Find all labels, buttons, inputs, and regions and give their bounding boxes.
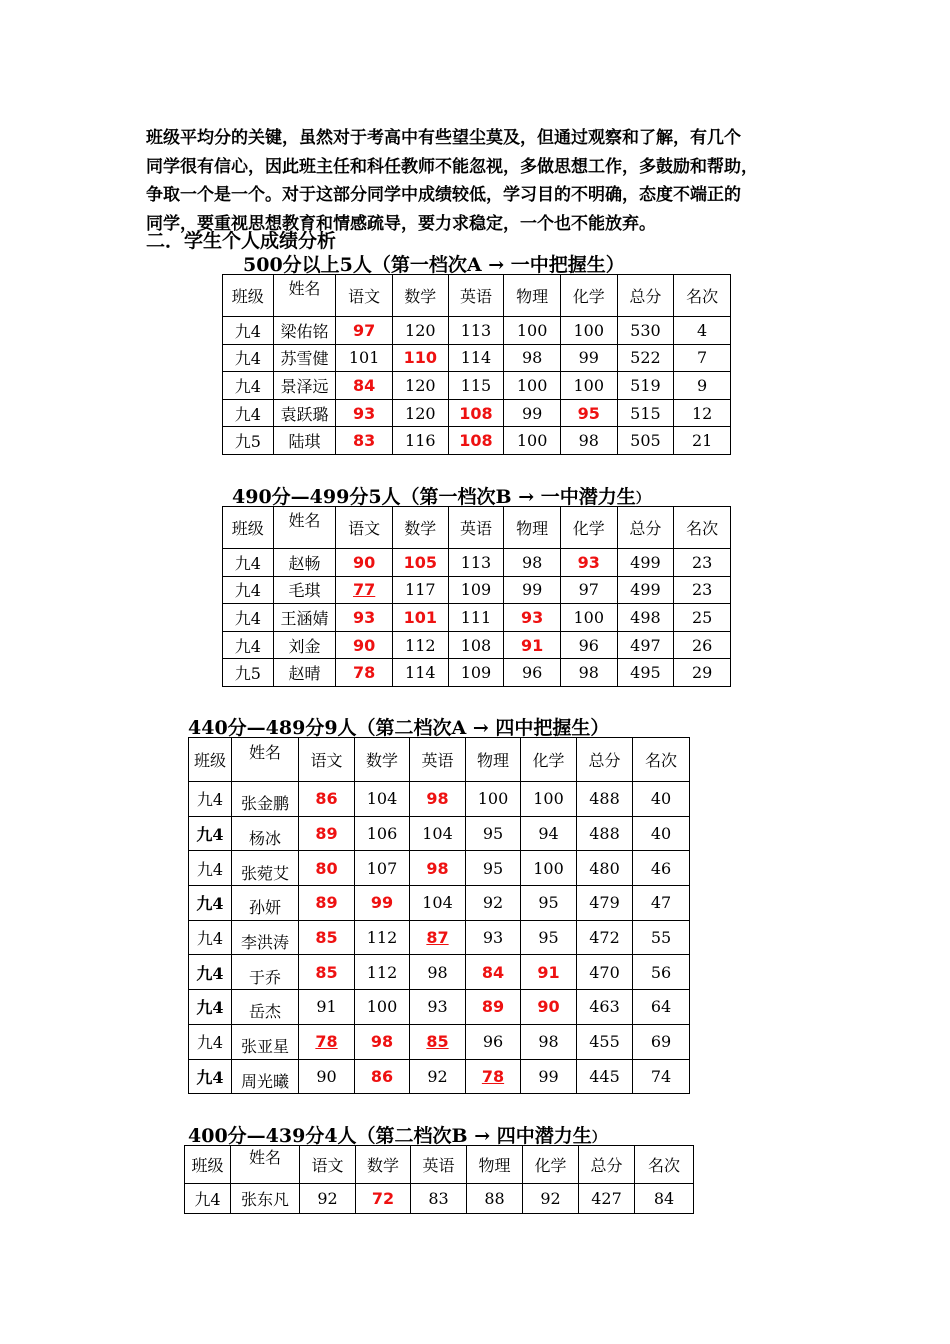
header-english: 英语 [410, 738, 466, 782]
header-total: 总分 [579, 1146, 635, 1184]
cell-wl: 98 [504, 549, 561, 577]
cell-wl: 96 [504, 659, 561, 687]
table-caption-tier-2b [188, 1121, 606, 1148]
cell-zf: 495 [617, 659, 674, 687]
cell-wl: 95 [466, 851, 521, 886]
header-name: 姓名 [232, 738, 299, 782]
table-row [189, 782, 690, 817]
paragraph-line: 同学，要重视思想教育和情感疏导，要力求稳定，一个也不能放弃。 [146, 213, 656, 234]
table-caption-tier-1b [232, 482, 650, 509]
cell-mc: 64 [633, 990, 690, 1025]
cell-name: 张菀艾 [232, 851, 299, 886]
cell-wl: 91 [504, 631, 561, 659]
cell-sx: 120 [392, 317, 448, 345]
header-class: 班级 [223, 507, 274, 549]
cell-yy: 108 [448, 631, 504, 659]
cell-cls: 九4 [189, 886, 232, 921]
cell-zf: 498 [617, 604, 674, 632]
cell-yy: 115 [448, 372, 504, 400]
table-row [189, 1024, 690, 1059]
cell-zf: 488 [577, 816, 633, 851]
header-total: 总分 [617, 275, 674, 317]
cell-name: 于乔 [232, 955, 299, 990]
cell-hx: 100 [521, 851, 577, 886]
cell-mc: 46 [633, 851, 690, 886]
cell-sx: 104 [355, 782, 410, 817]
cell-name: 王涵婧 [273, 604, 336, 632]
table-row [223, 399, 731, 427]
cell-hx: 90 [521, 990, 577, 1025]
grades-table-tier-1a [222, 274, 731, 455]
table-caption-tier-1a: 500分以上5人（第一档次A → 一中把握生） [243, 254, 625, 276]
header-math: 数学 [356, 1146, 411, 1184]
cell-yy: 98 [410, 955, 466, 990]
cell-yw: 90 [336, 549, 393, 577]
caption-text: 400分—439分4人（第二档次B → 四中潜力生 [188, 1125, 592, 1147]
table-row [223, 317, 731, 345]
cell-wl: 96 [466, 1024, 521, 1059]
table-row [189, 1059, 690, 1094]
cell-wl: 89 [466, 990, 521, 1025]
header-physics: 物理 [467, 1146, 523, 1184]
cell-zf: 515 [617, 399, 674, 427]
table-row [189, 886, 690, 921]
cell-mc: 26 [674, 631, 731, 659]
cell-cls: 九4 [189, 990, 232, 1025]
cell-mc: 7 [674, 344, 731, 372]
header-name: 姓名 [273, 507, 336, 549]
cell-mc: 74 [633, 1059, 690, 1094]
cell-zf: 488 [577, 782, 633, 817]
cell-name: 袁跃璐 [273, 399, 336, 427]
cell-yw: 84 [336, 372, 393, 400]
cell-name: 杨冰 [232, 816, 299, 851]
cell-wl: 78 [466, 1059, 521, 1094]
cell-zf: 499 [617, 549, 674, 577]
cell-yy: 85 [410, 1024, 466, 1059]
cell-sx: 72 [356, 1184, 411, 1214]
cell-wl: 95 [466, 816, 521, 851]
table-header-row [223, 275, 731, 317]
cell-hx: 100 [521, 782, 577, 817]
cell-name: 陆琪 [273, 427, 336, 455]
cell-name: 赵晴 [273, 659, 336, 687]
table-row [185, 1184, 694, 1214]
cell-wl: 100 [504, 427, 561, 455]
cell-hx: 99 [560, 344, 617, 372]
cell-yy: 83 [411, 1184, 467, 1214]
cell-wl: 93 [504, 604, 561, 632]
header-chemistry: 化学 [521, 738, 577, 782]
table-header-row [223, 507, 731, 549]
cell-cls: 九5 [223, 427, 274, 455]
cell-mc: 69 [633, 1024, 690, 1059]
cell-yw: 78 [336, 659, 393, 687]
table-row [189, 851, 690, 886]
cell-zf: 445 [577, 1059, 633, 1094]
cell-wl: 88 [467, 1184, 523, 1214]
cell-wl: 99 [504, 399, 561, 427]
cell-mc: 23 [674, 549, 731, 577]
cell-yw: 78 [299, 1024, 355, 1059]
table-row [223, 372, 731, 400]
cell-hx: 95 [521, 920, 577, 955]
paragraph-line: 争取一个是一个。对于这部分同学中成绩较低，学习目的不明确，态度不端正的 [146, 185, 741, 205]
cell-hx: 100 [560, 604, 617, 632]
caption-tail: ） [591, 1130, 606, 1146]
cell-mc: 56 [633, 955, 690, 990]
cell-cls: 九4 [223, 344, 274, 372]
cell-zf: 479 [577, 886, 633, 921]
cell-sx: 107 [355, 851, 410, 886]
cell-yw: 90 [299, 1059, 355, 1094]
cell-hx: 100 [560, 317, 617, 345]
cell-mc: 55 [633, 920, 690, 955]
cell-cls: 九4 [223, 549, 274, 577]
cell-zf: 522 [617, 344, 674, 372]
header-chemistry: 化学 [560, 507, 617, 549]
cell-sx: 117 [392, 576, 448, 604]
cell-yy: 87 [410, 920, 466, 955]
cell-mc: 4 [674, 317, 731, 345]
cell-cls: 九5 [223, 659, 274, 687]
cell-hx: 95 [560, 399, 617, 427]
cell-sx: 110 [392, 344, 448, 372]
cell-zf: 427 [579, 1184, 635, 1214]
caption-text: 490分—499分5人（第一档次B → 一中潜力生 [232, 486, 636, 508]
cell-yy: 109 [448, 659, 504, 687]
cell-zf: 519 [617, 372, 674, 400]
cell-hx: 92 [523, 1184, 579, 1214]
cell-cls: 九4 [223, 604, 274, 632]
table-row [223, 604, 731, 632]
cell-yy: 109 [448, 576, 504, 604]
header-chinese: 语文 [336, 275, 393, 317]
cell-yy: 108 [448, 399, 504, 427]
cell-zf: 480 [577, 851, 633, 886]
cell-cls: 九4 [223, 631, 274, 659]
cell-name: 毛琪 [273, 576, 336, 604]
cell-wl: 98 [504, 344, 561, 372]
table-header-row [185, 1146, 694, 1184]
header-total: 总分 [577, 738, 633, 782]
table-row [223, 427, 731, 455]
cell-sx: 101 [392, 604, 448, 632]
cell-mc: 9 [674, 372, 731, 400]
table-row [223, 549, 731, 577]
cell-yw: 83 [336, 427, 393, 455]
cell-zf: 470 [577, 955, 633, 990]
section-heading: 二．学生个人成绩分析 [146, 230, 337, 252]
header-class: 班级 [223, 275, 274, 317]
cell-yw: 89 [299, 886, 355, 921]
cell-yw: 80 [299, 851, 355, 886]
header-rank: 名次 [635, 1146, 694, 1184]
table-caption-tier-2a: 440分—489分9人（第二档次A → 四中把握生） [188, 717, 610, 739]
cell-hx: 99 [521, 1059, 577, 1094]
cell-name: 刘金 [273, 631, 336, 659]
header-total: 总分 [617, 507, 674, 549]
cell-yw: 91 [299, 990, 355, 1025]
table-row [189, 816, 690, 851]
table-row [223, 344, 731, 372]
cell-yw: 93 [336, 399, 393, 427]
cell-zf: 455 [577, 1024, 633, 1059]
cell-hx: 97 [560, 576, 617, 604]
header-physics: 物理 [466, 738, 521, 782]
cell-yy: 93 [410, 990, 466, 1025]
header-name: 姓名 [231, 1146, 300, 1184]
cell-hx: 93 [560, 549, 617, 577]
cell-sx: 120 [392, 399, 448, 427]
cell-wl: 84 [466, 955, 521, 990]
cell-yw: 97 [336, 317, 393, 345]
header-physics: 物理 [504, 507, 561, 549]
header-math: 数学 [355, 738, 410, 782]
cell-cls: 九4 [223, 372, 274, 400]
cell-hx: 100 [560, 372, 617, 400]
header-chemistry: 化学 [523, 1146, 579, 1184]
cell-yy: 113 [448, 549, 504, 577]
cell-yw: 92 [300, 1184, 356, 1214]
grades-table-tier-1b [222, 506, 731, 687]
cell-wl: 93 [466, 920, 521, 955]
header-rank: 名次 [633, 738, 690, 782]
cell-yw: 86 [299, 782, 355, 817]
cell-mc: 40 [633, 816, 690, 851]
cell-yw: 85 [299, 955, 355, 990]
header-math: 数学 [392, 275, 448, 317]
cell-zf: 472 [577, 920, 633, 955]
cell-yy: 104 [410, 886, 466, 921]
table-row [223, 659, 731, 687]
cell-cls: 九4 [189, 920, 232, 955]
cell-sx: 112 [355, 955, 410, 990]
cell-mc: 23 [674, 576, 731, 604]
cell-name: 赵畅 [273, 549, 336, 577]
cell-name: 张亚星 [232, 1024, 299, 1059]
cell-sx: 86 [355, 1059, 410, 1094]
header-english: 英语 [411, 1146, 467, 1184]
table-header-row [189, 738, 690, 782]
cell-yw: 89 [299, 816, 355, 851]
header-english: 英语 [448, 275, 504, 317]
cell-yy: 92 [410, 1059, 466, 1094]
cell-cls: 九4 [189, 955, 232, 990]
cell-sx: 100 [355, 990, 410, 1025]
cell-yy: 113 [448, 317, 504, 345]
cell-mc: 40 [633, 782, 690, 817]
header-chinese: 语文 [299, 738, 355, 782]
cell-wl: 100 [504, 317, 561, 345]
cell-cls: 九4 [223, 576, 274, 604]
cell-sx: 99 [355, 886, 410, 921]
cell-wl: 100 [504, 372, 561, 400]
cell-mc: 25 [674, 604, 731, 632]
cell-zf: 463 [577, 990, 633, 1025]
cell-yw: 77 [336, 576, 393, 604]
header-rank: 名次 [674, 275, 731, 317]
table-row [223, 631, 731, 659]
cell-name: 苏雪健 [273, 344, 336, 372]
cell-cls: 九4 [189, 1024, 232, 1059]
cell-sx: 112 [392, 631, 448, 659]
cell-name: 孙妍 [232, 886, 299, 921]
cell-yw: 101 [336, 344, 393, 372]
cell-sx: 116 [392, 427, 448, 455]
paragraph-line: 班级平均分的关键，虽然对于考高中有些望尘莫及，但通过观察和了解，有几个 [146, 128, 741, 148]
cell-wl: 99 [504, 576, 561, 604]
cell-name: 岳杰 [232, 990, 299, 1025]
cell-hx: 94 [521, 816, 577, 851]
cell-name: 张金鹏 [232, 782, 299, 817]
cell-cls: 九4 [189, 1059, 232, 1094]
cell-name: 周光曦 [232, 1059, 299, 1094]
table-row [189, 920, 690, 955]
header-class: 班级 [189, 738, 232, 782]
header-physics: 物理 [504, 275, 561, 317]
cell-name: 梁佑铭 [273, 317, 336, 345]
cell-name: 李洪涛 [232, 920, 299, 955]
cell-sx: 105 [392, 549, 448, 577]
table-row [223, 576, 731, 604]
grades-table-tier-2b [184, 1145, 694, 1214]
cell-name: 景泽远 [273, 372, 336, 400]
header-class: 班级 [185, 1146, 231, 1184]
cell-yw: 93 [336, 604, 393, 632]
cell-yy: 98 [410, 851, 466, 886]
cell-mc: 21 [674, 427, 731, 455]
cell-mc: 12 [674, 399, 731, 427]
cell-sx: 120 [392, 372, 448, 400]
cell-hx: 98 [560, 427, 617, 455]
cell-name: 张东凡 [231, 1184, 300, 1214]
caption-tail: ） [635, 491, 650, 507]
table-row [189, 990, 690, 1025]
cell-hx: 91 [521, 955, 577, 990]
cell-wl: 92 [466, 886, 521, 921]
cell-yy: 98 [410, 782, 466, 817]
cell-cls: 九4 [223, 317, 274, 345]
cell-yy: 111 [448, 604, 504, 632]
cell-cls: 九4 [189, 851, 232, 886]
cell-hx: 95 [521, 886, 577, 921]
cell-sx: 114 [392, 659, 448, 687]
cell-sx: 106 [355, 816, 410, 851]
table-row [189, 955, 690, 990]
cell-yy: 108 [448, 427, 504, 455]
cell-mc: 84 [635, 1184, 694, 1214]
header-english: 英语 [448, 507, 504, 549]
cell-zf: 499 [617, 576, 674, 604]
header-chinese: 语文 [336, 507, 393, 549]
header-rank: 名次 [674, 507, 731, 549]
cell-zf: 530 [617, 317, 674, 345]
cell-yw: 85 [299, 920, 355, 955]
header-chemistry: 化学 [560, 275, 617, 317]
cell-yy: 114 [448, 344, 504, 372]
header-name: 姓名 [273, 275, 336, 317]
cell-yy: 104 [410, 816, 466, 851]
paragraph-line: 同学很有信心，因此班主任和科任教师不能忽视，多做思想工作，多鼓励和帮助， [146, 156, 758, 177]
header-math: 数学 [392, 507, 448, 549]
cell-hx: 98 [521, 1024, 577, 1059]
cell-hx: 96 [560, 631, 617, 659]
cell-cls: 九4 [185, 1184, 231, 1214]
cell-zf: 497 [617, 631, 674, 659]
cell-zf: 505 [617, 427, 674, 455]
cell-cls: 九4 [189, 816, 232, 851]
cell-cls: 九4 [223, 399, 274, 427]
cell-hx: 98 [560, 659, 617, 687]
intro-paragraph [146, 124, 836, 238]
grades-table-tier-2a [188, 737, 690, 1094]
cell-wl: 100 [466, 782, 521, 817]
cell-mc: 29 [674, 659, 731, 687]
cell-mc: 47 [633, 886, 690, 921]
cell-sx: 112 [355, 920, 410, 955]
cell-yw: 90 [336, 631, 393, 659]
cell-sx: 98 [355, 1024, 410, 1059]
cell-cls: 九4 [189, 782, 232, 817]
header-chinese: 语文 [300, 1146, 356, 1184]
